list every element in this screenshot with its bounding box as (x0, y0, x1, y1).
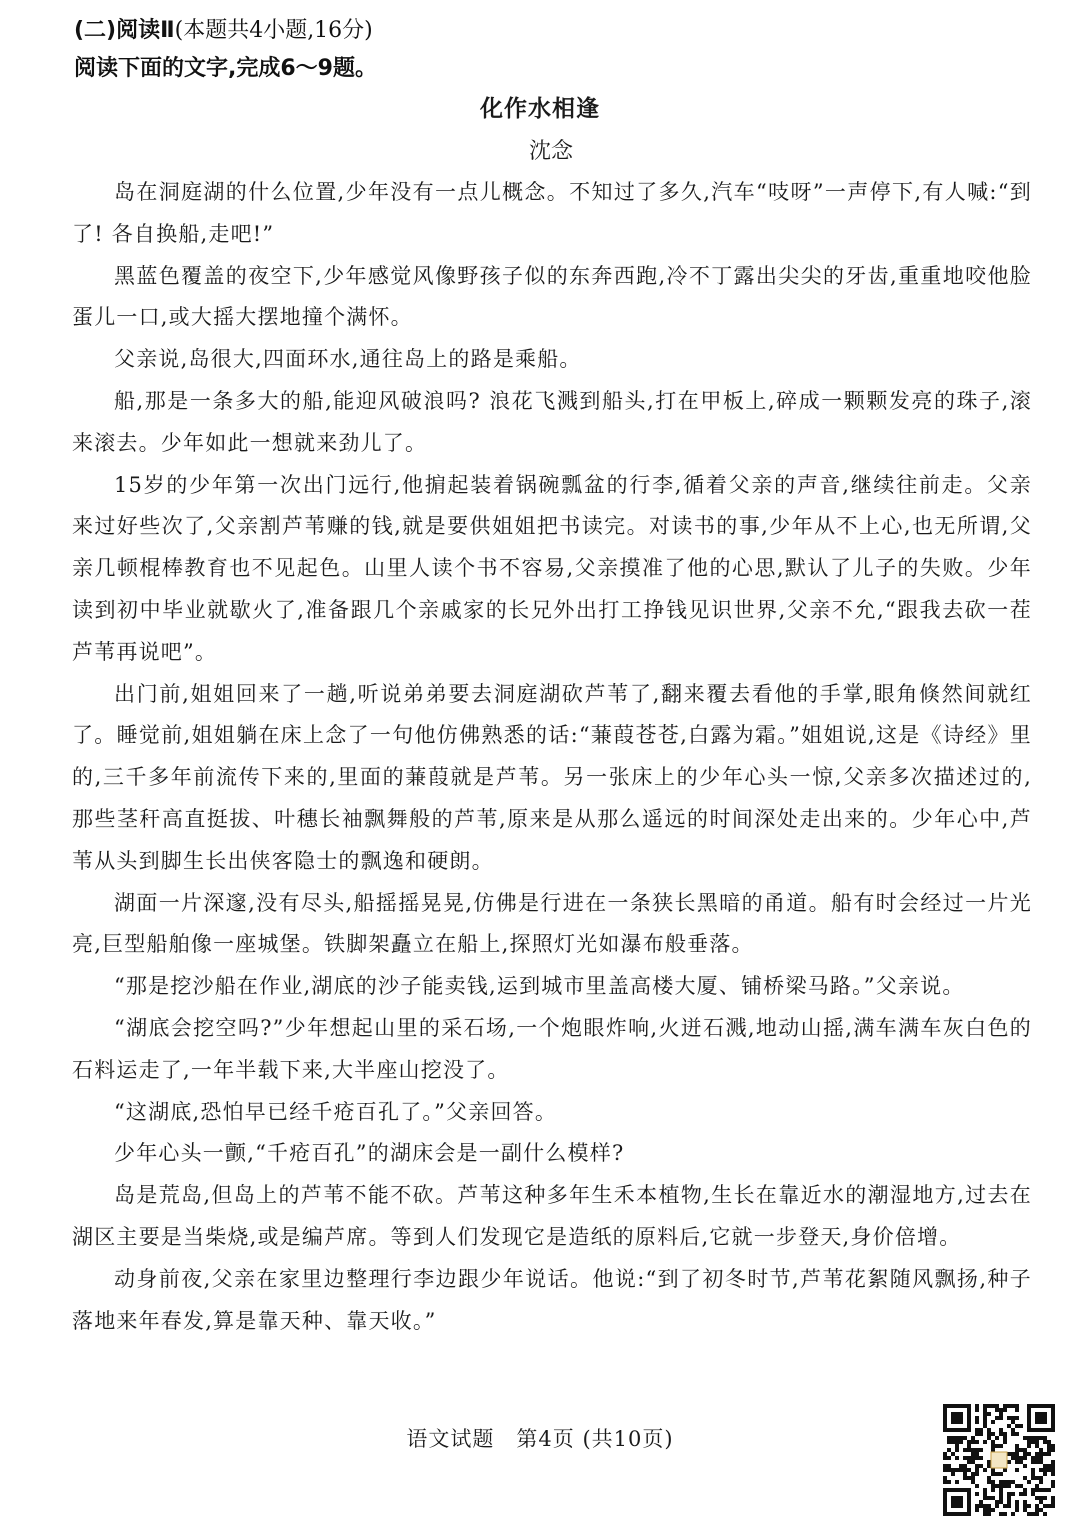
paragraph: “那是挖沙船在作业,湖底的沙子能卖钱,运到城市里盖高楼大厦、铺桥梁马路。”父亲说。 (114, 974, 965, 999)
paragraph: 岛是荒岛,但岛上的芦苇不能不砍。芦苇这种多年生禾本植物,生长在靠近水的潮湿地方,过去在湖区主要是当柴烧,或是编芦席。等到人们发现它是造纸的原料后,它就一步登天,身价倍增。 (72, 1183, 1032, 1249)
qr-code-graphic (943, 1404, 1055, 1516)
paragraph: 船,那是一条多大的船,能迎风破浪吗? 浪花飞溅到船头,打在甲板上,碎成一颗颗发亮的珠子,滚来滚去。少年如此一想就来劲儿了。 (72, 388, 1032, 455)
paragraph: “这湖底,恐怕早已经千疮百孔了。”父亲回答。 (114, 1099, 558, 1124)
paragraph: “湖底会挖空吗?”少年想起山里的采石场,一个炮眼炸响,火迸石溅,地动山摇,满车满车灰白色的石料运走了,一年半载下来,大半座山挖没了。 (72, 1015, 1032, 1082)
paragraph: 父亲说,岛很大,四面环水,通往岛上的路是乘船。 (114, 347, 582, 372)
paragraph: 岛在洞庭湖的什么位置,少年没有一点儿概念。不知过了多久,汽车“吱呀”一声停下,有人喊:“到了! 各自换船,走吧!” (72, 180, 1032, 246)
paragraph: 少年心头一颤,“千疮百孔”的湖床会是一副什么模样? (114, 1141, 625, 1166)
paragraph: 黑蓝色覆盖的夜空下,少年感觉风像野孩子似的东奔西跑,冷不丁露出尖尖的牙齿,重重地咬他脸蛋儿一口,或大摇大摆地撞个满怀。 (72, 263, 1032, 330)
section-title: (二)阅读Ⅱ (74, 18, 175, 43)
paragraph: 出门前,姐姐回来了一趟,听说弟弟要去洞庭湖砍芦苇了,翻来覆去看他的手掌,眼角倏然间就红了。睡觉前,姐姐躺在床上念了一句他仿佛熟悉的话:“蒹葭苍苍,白露为霜。”姐姐说,这是《诗经》里的,三千多年前流传下来的,里面的蒹葭就是芦苇。另一张床上的少年心头一惊,父亲多次描述过的,那些茎秆高直挺拔、叶穗长袖飘舞般的芦苇,原来是从那么遥远的时间深处走出来的。少年心中,芦苇从头到脚生长出侠客隐士的飘逸和硬朗。 (72, 681, 1032, 873)
qr-code-icon (943, 1404, 1055, 1516)
page-footer: 语文试题 第4页 (共10页) (406, 1427, 674, 1451)
paragraph: 湖面一片深邃,没有尽头,船摇摇晃晃,仿佛是行进在一条狭长黑暗的甬道。船有时会经过一片光亮,巨型船舶像一座城堡。铁脚架矗立在船上,探照灯光如瀑布般垂落。 (72, 890, 1032, 957)
reading-instruction: 阅读下面的文字,完成6～9题。 (74, 56, 377, 81)
section-header (74, 14, 373, 48)
article-body (72, 172, 1032, 1342)
paragraph: 动身前夜,父亲在家里边整理行李边跟少年说话。他说:“到了初冬时节,芦苇花絮随风飘扬,种子落地来年春发,算是靠天种、靠天收。” (72, 1266, 1032, 1333)
article-title: 化作水相逢 (480, 96, 600, 122)
section-detail: (本题共4小题,16分) (174, 18, 373, 43)
article-author: 沈念 (528, 139, 573, 164)
paragraph: 15岁的少年第一次出门远行,他掮起装着锅碗瓢盆的行李,循着父亲的声音,继续往前走。父亲来过好些次了,父亲割芦苇赚的钱,就是要供姐姐把书读完。对读书的事,少年从不上心,也无所谓,父亲几顿棍棒教育也不见起色。山里人读个书不容易,父亲摸准了他的心思,默认了儿子的失败。少年读到初中毕业就歇火了,准备跟几个亲戚家的长兄外出打工挣钱见识世界,父亲不允,“跟我去砍一茬芦苇再说吧”。 (72, 472, 1032, 664)
